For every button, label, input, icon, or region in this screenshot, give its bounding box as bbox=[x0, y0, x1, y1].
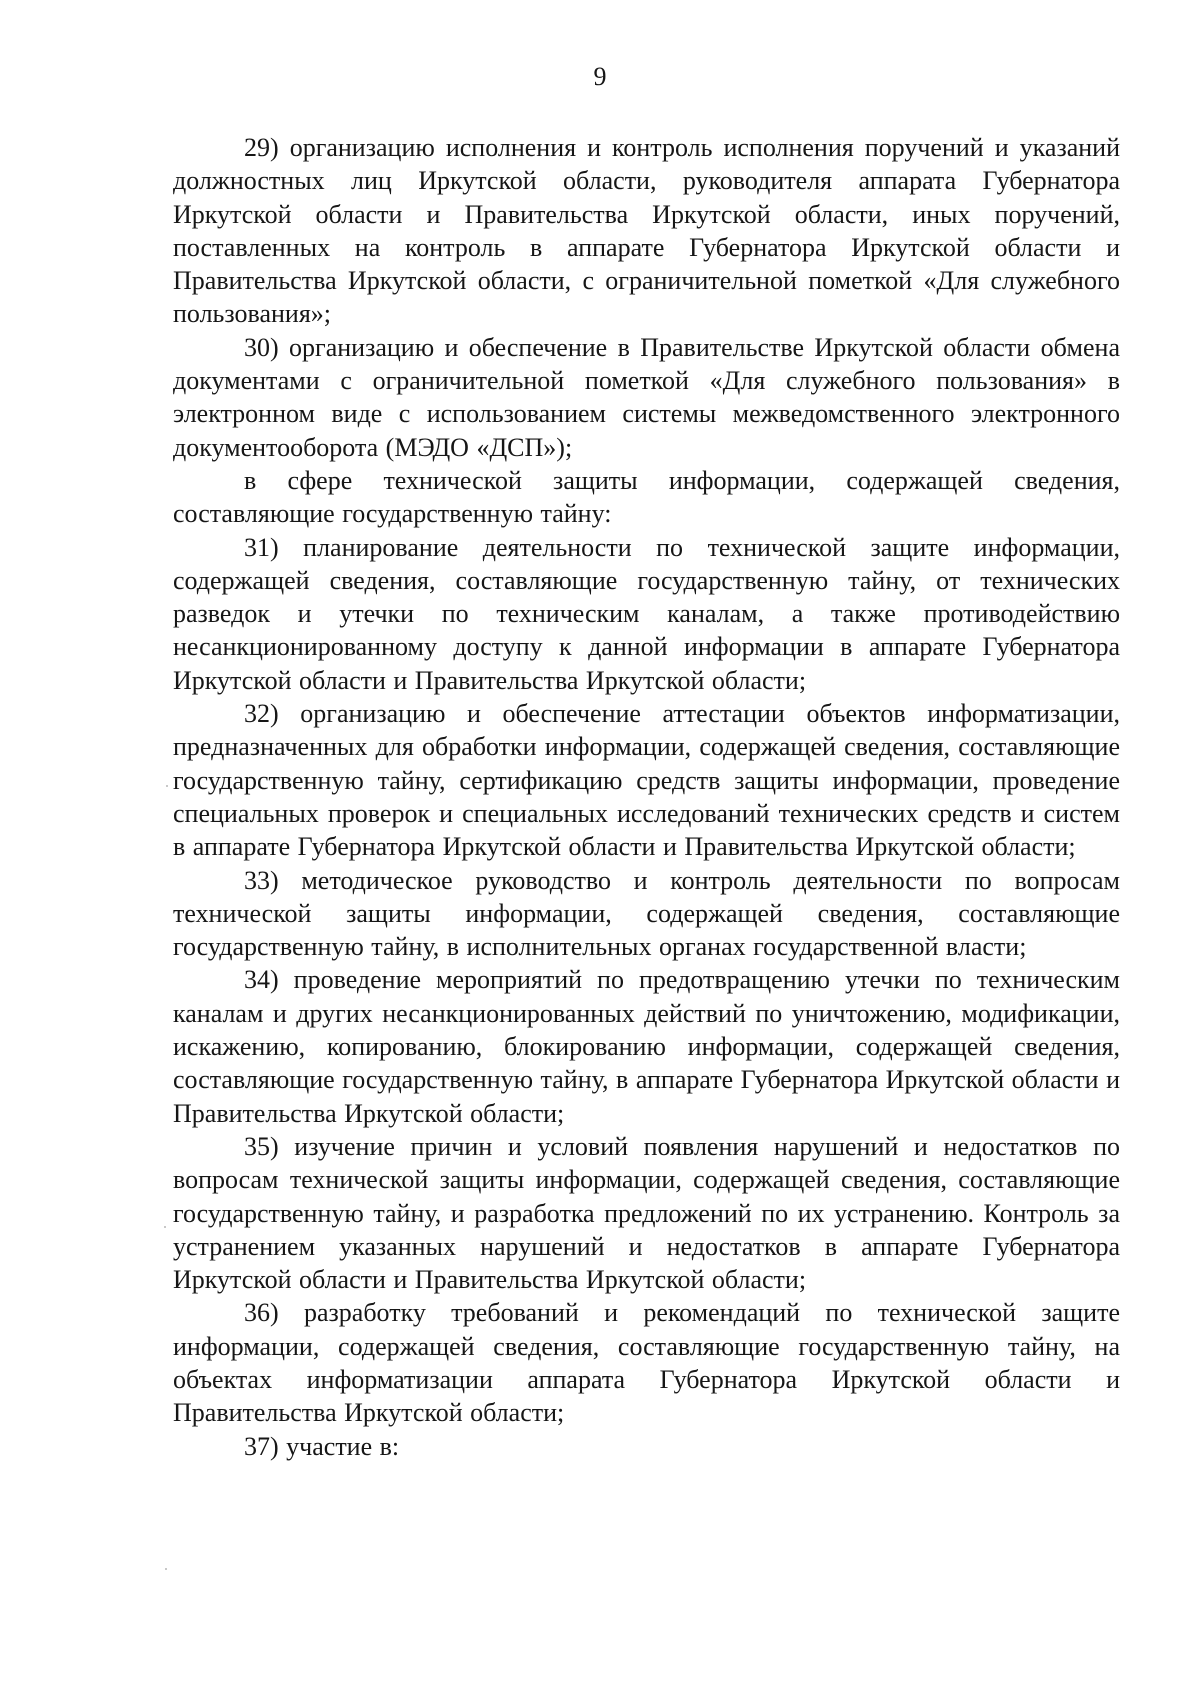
paragraph-30: 30) организацию и обеспечение в Правительстве Иркутской области обмена документами с ограничительной пометкой «Для служебного пользования» в электронном виде с использованием системы межведомственного электронного документооборота (МЭДО «ДСП»); bbox=[173, 332, 1120, 462]
paragraph-35: 35) изучение причин и условий появления нарушений и недостатков по вопросам технической защиты информации, содержащей сведения, составляющие государственную тайну, и разработка предложений по их устранению. Контроль за устранением указанных нарушений и недостатков в аппарате Губернатора Иркутской области и Правительства Иркутской области; bbox=[173, 1131, 1120, 1295]
paragraph-37: 37) участие в: bbox=[244, 1431, 400, 1461]
scan-speck bbox=[165, 1568, 167, 1570]
document-body bbox=[173, 131, 1120, 1463]
section-heading-technical-protection: в сфере технической защиты информации, содержащей сведения, составляющие государственную тайну: bbox=[173, 465, 1120, 529]
paragraph-32: 32) организацию и обеспечение аттестации объектов информатизации, предназначенных для обработки информации, содержащей сведения, составляющие государственную тайну, сертификацию средств защиты информации, проведение специальных проверок и специальных исследований технических средств и систем в аппарате Губернатора Иркутской области и Правительства Иркутской области; bbox=[173, 699, 1120, 862]
scan-speck bbox=[164, 1226, 166, 1228]
page-number: 9 bbox=[593, 62, 607, 91]
scan-speck bbox=[166, 785, 168, 787]
paragraph-29: 29) организацию исполнения и контроль исполнения поручений и указаний должностных лиц Иркутской области, руководителя аппарата Губернатора Иркутской области и Правительства Иркутской области, иных поручений, поставленных на контроль в аппарате Губернатора Иркутской области и Правительства Иркутской области, с ограничительной пометкой «Для служебного пользования»; bbox=[173, 133, 1120, 329]
paragraph-33: 33) методическое руководство и контроль деятельности по вопросам технической защиты информации, содержащей сведения, составляющие государственную тайну, в исполнительных органах государственной власти; bbox=[173, 865, 1120, 962]
paragraph-31: 31) планирование деятельности по технической защите информации, содержащей сведения, составляющие государственную тайну, от технических разведок и утечки по техническим каналам, а также противодействию несанкционированному доступу к данной информации в аппарате Губернатора Иркутской области и Правительства Иркутской области; bbox=[173, 532, 1120, 695]
paragraph-34: 34) проведение мероприятий по предотвращению утечки по техническим каналам и других несанкционированных действий по уничтожению, модификации, искажению, копированию, блокированию информации, содержащей сведения, составляющие государственную тайну, в аппарате Губернатора Иркутской области и Правительства Иркутской области; bbox=[173, 965, 1120, 1128]
paragraph-36: 36) разработку требований и рекомендаций по технической защите информации, содержащей сведения, составляющие государственную тайну, на объектах информатизации аппарата Губернатора Иркутской области и Правительства Иркутской области; bbox=[173, 1298, 1120, 1428]
